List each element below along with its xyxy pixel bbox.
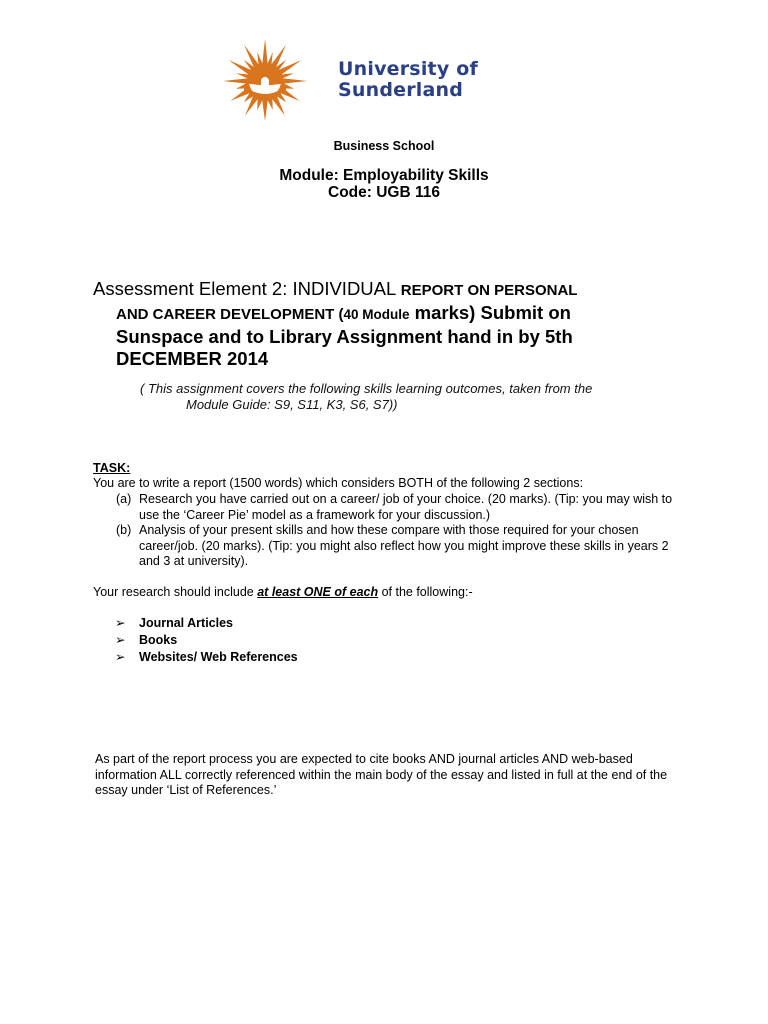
task-item-label: (b) bbox=[116, 523, 132, 537]
school-name: Business School bbox=[333, 139, 435, 153]
logo-line-2: Sunderland bbox=[338, 79, 464, 101]
task-item-text: Research you have carried out on a career/ job of your choice. (20 marks). (Tip: you may wish to use the ‘Career Pie’ model as a framework for your discussion.) bbox=[139, 492, 673, 522]
task-heading: TASK: bbox=[93, 461, 131, 475]
assessment-deadline: DECEMBER 2014 bbox=[116, 348, 269, 369]
task-item-b bbox=[93, 523, 683, 570]
assessment-submit-on: Submit on bbox=[475, 302, 571, 323]
task-intro: You are to write a report (1500 words) which considers BOTH of the following 2 sections: bbox=[93, 476, 584, 490]
research-after: of the following:- bbox=[378, 585, 473, 599]
assessment-career-development: AND CAREER DEVELOPMENT ( bbox=[116, 306, 344, 323]
assessment-module-count: 40 Module bbox=[343, 307, 410, 322]
source-label: Books bbox=[139, 633, 178, 647]
learning-outcomes-note bbox=[140, 381, 660, 413]
assessment-marks: marks) bbox=[409, 302, 476, 323]
sun-ray bbox=[269, 77, 307, 85]
assessment-title: Assessment Element 2: INDIVIDUAL bbox=[93, 278, 401, 299]
outcomes-line-2: Module Guide: S9, S11, K3, S6, S7)) bbox=[186, 397, 398, 412]
task-item-text: Analysis of your present skills and how these compare with those required for your chosen career/job. (20 marks). (Tip: you might also reflect how you might improve these skills in years 2 and 3 at university). bbox=[139, 523, 669, 568]
source-item-journal-articles bbox=[115, 615, 233, 630]
outcomes-line-1: ( This assignment covers the following skills learning outcomes, taken from the bbox=[140, 381, 593, 396]
referencing-instructions: As part of the report process you are expected to cite books AND journal articles AND web-based information ALL correctly referenced within the main body of the essay and listed in full at the end of the essay under ‘List of References.’ bbox=[95, 752, 668, 797]
assessment-heading bbox=[93, 278, 683, 370]
university-logo-sun-icon bbox=[222, 36, 308, 126]
research-emphasis: at least ONE of each bbox=[257, 585, 379, 599]
source-label: Journal Articles bbox=[139, 616, 234, 630]
sun-ray bbox=[262, 97, 268, 121]
arrow-bullet-icon: ➢ bbox=[115, 616, 126, 630]
task-item-label: (a) bbox=[116, 492, 132, 506]
task-item-a bbox=[93, 492, 683, 523]
arrow-bullet-icon: ➢ bbox=[115, 633, 126, 647]
university-logo-wordmark bbox=[338, 59, 538, 101]
source-item-websites bbox=[115, 649, 298, 664]
module-code: Code: UGB 116 bbox=[328, 184, 440, 201]
logo-line-1: University of bbox=[338, 58, 478, 80]
module-title: Module: Employability Skills bbox=[279, 167, 489, 184]
arrow-bullet-icon: ➢ bbox=[115, 650, 126, 664]
assessment-submission-where: Sunspace and to Library Assignment hand in by 5th bbox=[116, 326, 573, 347]
assessment-report-on-personal: REPORT ON PERSONAL bbox=[400, 282, 578, 299]
research-before: Your research should include bbox=[93, 585, 258, 599]
module-block bbox=[0, 167, 768, 201]
source-label: Websites/ Web References bbox=[139, 650, 298, 664]
source-item-books bbox=[115, 632, 177, 647]
research-requirement bbox=[93, 585, 473, 599]
